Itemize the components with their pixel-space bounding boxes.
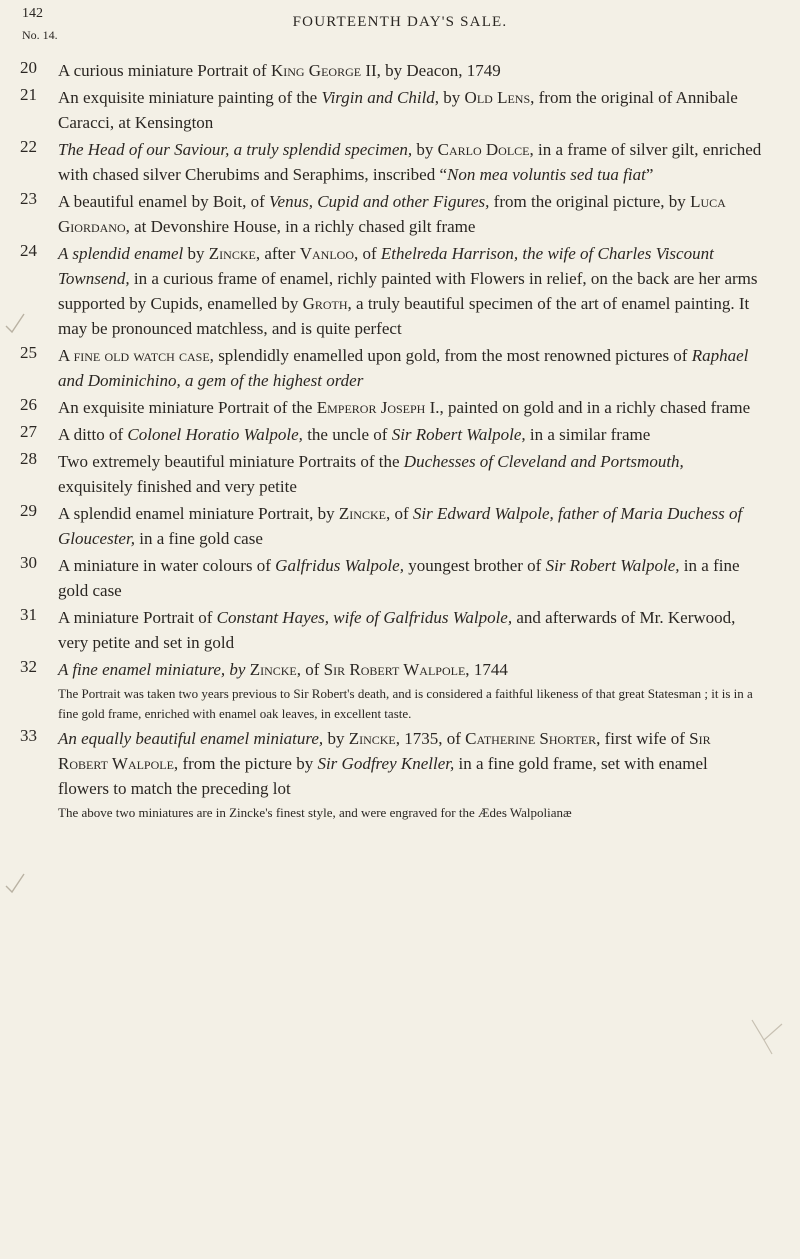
lot-entry — [0, 605, 800, 655]
lot-entry — [0, 189, 800, 239]
lot-text-run: An exquisite miniature painting of the — [58, 88, 322, 107]
lot-description — [58, 58, 762, 83]
lot-text-run: first wife of — [600, 729, 690, 748]
lot-number: 23 — [20, 189, 37, 208]
lot-description — [58, 726, 762, 801]
lot-entry — [0, 343, 800, 393]
lot-list — [0, 58, 800, 825]
lot-text-run: fine old watch case, — [73, 346, 214, 365]
lot-entry — [0, 137, 800, 187]
lot-number: 33 — [20, 726, 37, 745]
lot-text-run: A fine enamel miniature, by — [58, 660, 246, 679]
lot-number: 22 — [20, 137, 37, 156]
lot-text-run: ” — [645, 165, 654, 184]
lot-note: The Portrait was taken two years previous to Sir Robert's death, and is considered a faithful likeness of that great Statesman ; it is in a fine gold frame, enriched with enamel oak leaves, in excellent taste. — [58, 686, 753, 721]
lot-text-run: from the original picture, by — [489, 192, 691, 211]
margin-tick-mark — [750, 1016, 784, 1056]
lot-text-run: of — [300, 660, 324, 679]
lot-text-run: of — [358, 244, 381, 263]
lot-text-run: , by — [434, 88, 465, 107]
lot-text-run: Old Lens, — [464, 88, 535, 107]
lot-text-run: Constant Hayes, wife of Galfridus Walpole, — [216, 608, 513, 627]
lot-description — [58, 241, 762, 341]
lot-text-run: Sir Robert Walpole, — [58, 729, 711, 773]
lot-number: 20 — [20, 58, 37, 77]
lot-entry — [0, 449, 800, 499]
lot-text-run: in a frame of silver gilt, enriched with chased silver Cherubims and Seraphims, inscribed “ — [58, 140, 762, 184]
lot-text-run: Galfridus Walpole, — [275, 556, 404, 575]
lot-entry — [0, 726, 800, 823]
lot-text-run: Zincke, — [249, 660, 301, 679]
lot-text-run: by Deacon, 1749 — [380, 61, 501, 80]
lot-text-run: A splendid enamel — [58, 244, 184, 263]
lot-text-run: Vanloo, — [299, 244, 359, 263]
lot-text-run: from the original of Annibale Caracci, at Kensington — [58, 88, 738, 132]
lot-number: 24 — [20, 241, 37, 260]
lot-text-run: Catherine Shorter, — [465, 729, 601, 748]
lot-text-run: a truly beautiful specimen of the art of enamel painting. It may be pronounced matchless, and is quite perfect — [58, 294, 750, 338]
lot-text-run: Emperor Joseph I., — [316, 398, 444, 417]
lot-text-run: Carlo Dolce, — [437, 140, 534, 159]
lot-number: 26 — [20, 395, 37, 414]
lot-text-run: after — [260, 244, 300, 263]
lot-entry — [0, 85, 800, 135]
lot-text-run: A ditto of — [58, 425, 128, 444]
lot-text-run: Luca Giordano, — [58, 192, 726, 236]
lot-text-run: Sir Robert Walpole, — [323, 660, 470, 679]
lot-text-run: youngest brother of — [403, 556, 546, 575]
lot-text-run: 1735, of — [399, 729, 466, 748]
lot-number: 27 — [20, 422, 37, 441]
lot-number: 25 — [20, 343, 37, 362]
lot-number: 21 — [20, 85, 37, 104]
lot-entry — [0, 58, 800, 83]
lot-text-run: Virgin and Child — [321, 88, 435, 107]
lot-text-run: Sir Robert Walpole, — [545, 556, 680, 575]
lot-text-run: by — [412, 140, 438, 159]
lot-text-run: of — [390, 504, 413, 523]
margin-tick-mark — [4, 872, 26, 894]
lot-text-run: in a fine gold frame, set with enamel flowers to match the preceding lot — [58, 754, 708, 798]
lot-entry — [0, 241, 800, 341]
lot-description — [58, 605, 762, 655]
lot-text-run: in a curious frame of enamel, richly painted with Flowers in relief, on the back are her arms supported by Cupids, enamelled by — [58, 269, 758, 313]
lot-reference: No. 14. — [22, 28, 58, 42]
lot-text-run: Raphael and Dominichino, a gem of the highest order — [58, 346, 749, 390]
lot-description — [58, 501, 762, 551]
lot-note: The above two miniatures are in Zincke's finest style, and were engraved for the Ædes Walpolianæ — [58, 805, 572, 820]
lot-entry — [0, 657, 800, 724]
lot-text-run: Sir Edward Walpole, father of Maria Duchess of Gloucester, — [58, 504, 743, 548]
lot-text-run: Sir Robert Walpole, — [391, 425, 526, 444]
lot-entry — [0, 422, 800, 447]
lot-text-run: An equally beautiful enamel miniature, — [58, 729, 324, 748]
lot-text-run: Venus, Cupid and other Figures, — [269, 192, 490, 211]
lot-description — [58, 85, 762, 135]
lot-description — [58, 422, 762, 447]
lot-number: 28 — [20, 449, 37, 468]
lot-number: 29 — [20, 501, 37, 520]
lot-description — [58, 189, 762, 239]
lot-description — [58, 553, 762, 603]
lot-text-run: A splendid enamel miniature Portrait, by — [58, 504, 339, 523]
lot-number: 30 — [20, 553, 37, 572]
lot-number: 32 — [20, 657, 37, 676]
lot-text-run: in a similar frame — [525, 425, 651, 444]
lot-text-run: Groth, — [302, 294, 352, 313]
lot-text-run: A curious miniature Portrait of — [58, 61, 271, 80]
lot-text-run: Two extremely beautiful miniature Portraits of the — [58, 452, 404, 471]
lot-text-run: exquisitely finished and very petite — [58, 477, 297, 496]
lot-text-run: A — [58, 346, 74, 365]
lot-text-run: Duchesses of Cleveland and Portsmouth, — [403, 452, 684, 471]
lot-text-run: splendidly enamelled upon gold, from the most renowned pictures of — [213, 346, 692, 365]
lot-text-run: by — [183, 244, 209, 263]
lot-entry — [0, 501, 800, 551]
lot-text-run: 1744 — [469, 660, 508, 679]
lot-text-run: Zincke, — [338, 504, 391, 523]
lot-text-run: from the picture by — [178, 754, 318, 773]
lot-entry — [0, 395, 800, 420]
lot-entry — [0, 553, 800, 603]
lot-text-run: Sir Godfrey Kneller, — [317, 754, 455, 773]
running-head: FOURTEENTH DAY'S SALE. — [292, 14, 508, 30]
lot-description — [58, 449, 762, 499]
page-number: 142 — [22, 6, 43, 21]
lot-text-run: A miniature in water colours of — [58, 556, 276, 575]
lot-text-run: at Devonshire House, in a richly chased gilt frame — [129, 217, 476, 236]
lot-text-run: Non mea voluntis sed tua fiat — [447, 165, 646, 184]
lot-text-run: Zincke, — [348, 729, 400, 748]
lot-text-run: A miniature Portrait of — [58, 608, 217, 627]
lot-text-run: An exquisite miniature Portrait of the — [58, 398, 317, 417]
lot-text-run: painted on gold and in a richly chased frame — [443, 398, 751, 417]
lot-text-run: Colonel Horatio Walpole, — [127, 425, 303, 444]
lot-description — [58, 137, 762, 187]
lot-text-run: Ethelreda Harrison, the wife of Charles Viscount Townsend, — [58, 244, 714, 288]
lot-text-run: by — [323, 729, 349, 748]
lot-description — [58, 343, 762, 393]
lot-text-run: Zincke, — [208, 244, 261, 263]
lot-text-run: The Head of our Saviour, a truly splendid specimen, — [58, 140, 413, 159]
lot-number: 31 — [20, 605, 37, 624]
lot-text-run: the uncle of — [302, 425, 392, 444]
lot-text-run: and afterwards of Mr. Kerwood, very petite and set in gold — [58, 608, 736, 652]
lot-text-run: A beautiful enamel by Boit, of — [58, 192, 270, 211]
lot-text-run: in a fine gold case — [58, 556, 740, 600]
lot-description — [58, 657, 762, 682]
lot-text-run: King George II, — [270, 61, 381, 80]
lot-description — [58, 395, 762, 420]
lot-text-run: in a fine gold case — [134, 529, 263, 548]
